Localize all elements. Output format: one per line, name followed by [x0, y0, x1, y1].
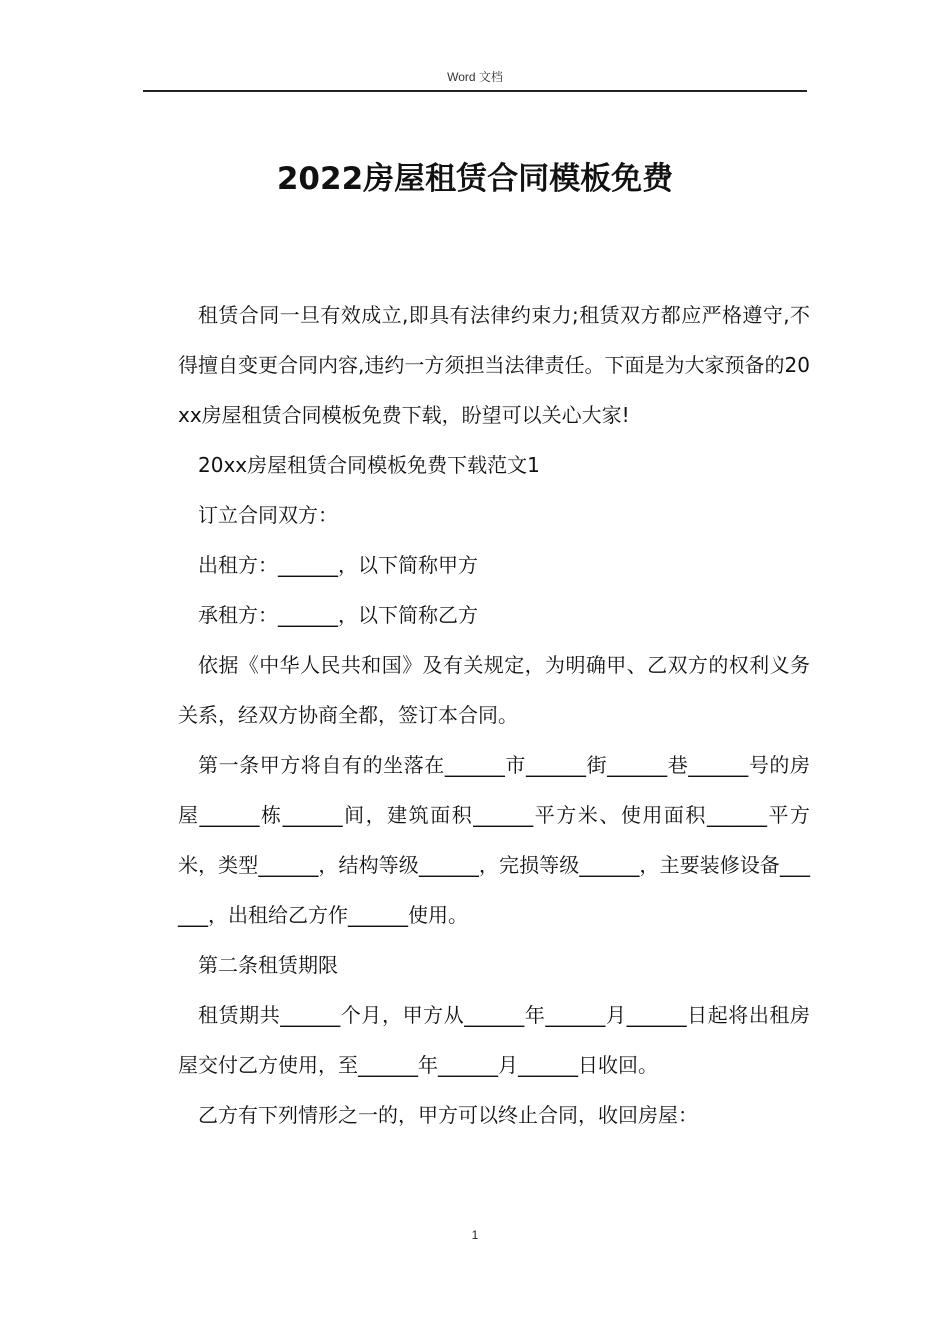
header-text: Word 文档 [447, 70, 503, 84]
page-number: 1 [471, 1228, 479, 1242]
document-body [178, 290, 810, 1140]
paragraph-article-1: 第一条甲方将自有的坐落在______市______街______巷______号的房屋______栋______间，建筑面积______平方米、使用面积______平方米，类型______，结构等级______，完损等级______，主要装修设备______，出租给乙方作______使用。 [178, 753, 810, 927]
paragraph-sample-heading: 20xx房屋租赁合同模板免费下载范文1 [198, 453, 540, 477]
paragraph-lessor: 出租方：______，以下简称甲方 [198, 553, 478, 577]
paragraph-lessee: 承租方：______，以下简称乙方 [198, 603, 478, 627]
paragraph-lease-term: 租赁期共______个月，甲方从______年______月______日起将出租房屋交付乙方使用，至______年______月______日收回。 [178, 1003, 810, 1077]
paragraph-article-2-heading: 第二条租赁期限 [198, 953, 338, 977]
page-header [143, 64, 807, 92]
paragraph-parties-label: 订立合同双方： [198, 503, 338, 527]
paragraph-basis: 依据《中华人民共和国》及有关规定，为明确甲、乙双方的权利义务关系，经双方协商全都，签订本合同。 [178, 653, 810, 727]
document-title: 2022房屋租赁合同模板免费 [276, 161, 674, 197]
paragraph-intro: 租赁合同一旦有效成立,即具有法律约束力;租赁双方都应严格遵守,不得擅自变更合同内容,违约一方须担当法律责任。下面是为大家预备的20xx房屋租赁合同模板免费下载，盼望可以关心大家! [178, 303, 810, 427]
paragraph-termination: 乙方有下列情形之一的，甲方可以终止合同，收回房屋： [198, 1103, 698, 1127]
